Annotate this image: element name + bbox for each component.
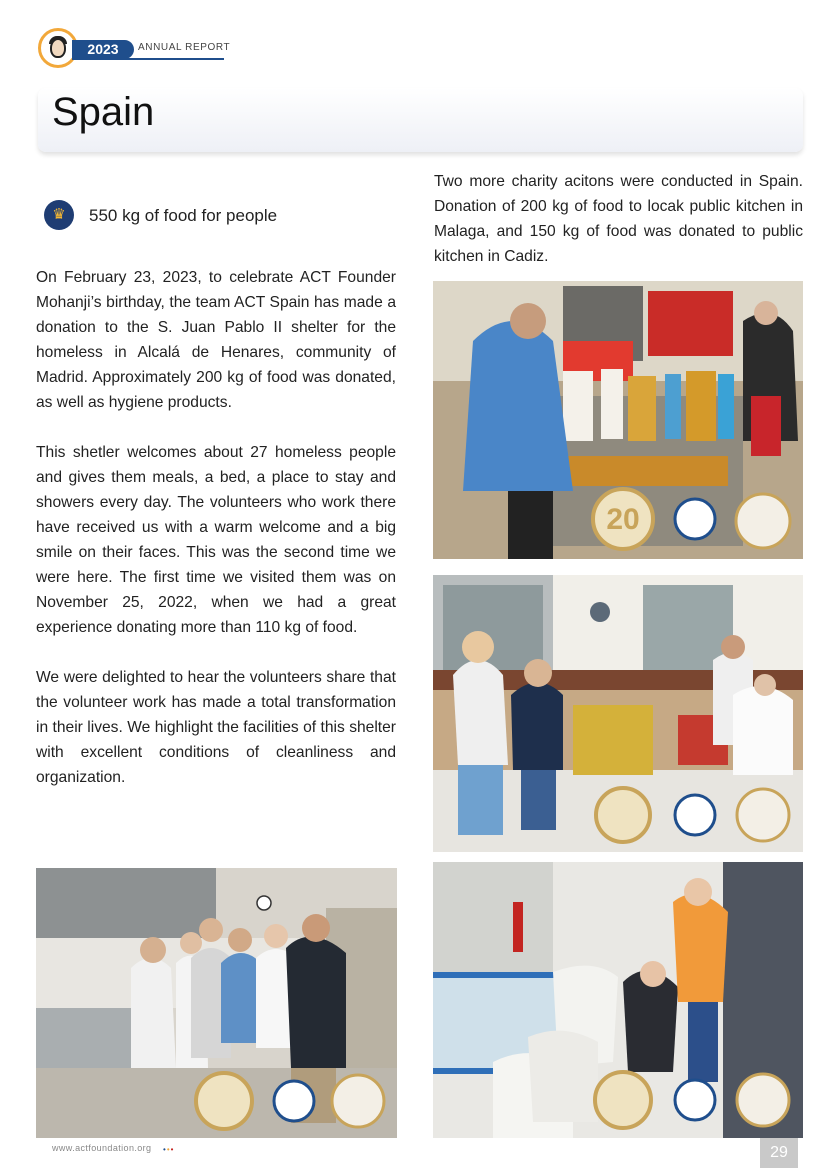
page-number: 29 [760,1138,798,1168]
photo-food-sacks [433,862,803,1138]
photo-malaga-kitchen [433,281,803,559]
anniversary-badge-number: 20 [606,503,640,536]
report-year: 2023 [72,40,134,59]
paragraph-shelter: This shetler welcomes about 27 homeless people and gives them meals, a bed, a place to stay and showers every day. The volunteers who work there have received us with a warm welcome and a big smile on their faces. This was the second time we were here. The first time we visited them was on November 25, 2022, when we had a great experience donating more than 110 kg of food. [36,444,396,636]
photo-madrid-shelter-team [36,868,397,1138]
page-title: Spain [52,90,155,134]
food-basket-icon: ♛ [44,200,74,230]
annual-report-label: ANNUAL REPORT [138,42,231,53]
paragraph-celebration: On February 23, 2023, to celebrate ACT Founder Mohanji’s birthday, the team ACT Spain has made a donation to the S. Juan Pablo II shelter for the homeless in Alcalá de Henares, community of Madrid. Approximately 200 kg of food was donated, as well as hygiene products. [36,269,396,411]
highlight-text: 550 kg of food for people [89,206,278,225]
photo-cadiz-kitchen [433,575,803,852]
footer-url[interactable]: www.actfoundation.org [52,1143,152,1153]
paragraph-volunteers: We were delighted to hear the volunteers share that the volunteer work has made a total transformation in their lives. We highlight the facilities of this shelter with excellent conditions of cleanliness and organization. [36,669,396,786]
footer-dots: ••• [163,1145,175,1154]
paragraph-other-actions: Two more charity acitons were conducted in Spain. Donation of 200 kg of food to locak public kitchen in Malaga, and 150 kg of food was donated to public kitchen in Cadiz. [434,173,803,265]
header-underline [72,58,224,60]
